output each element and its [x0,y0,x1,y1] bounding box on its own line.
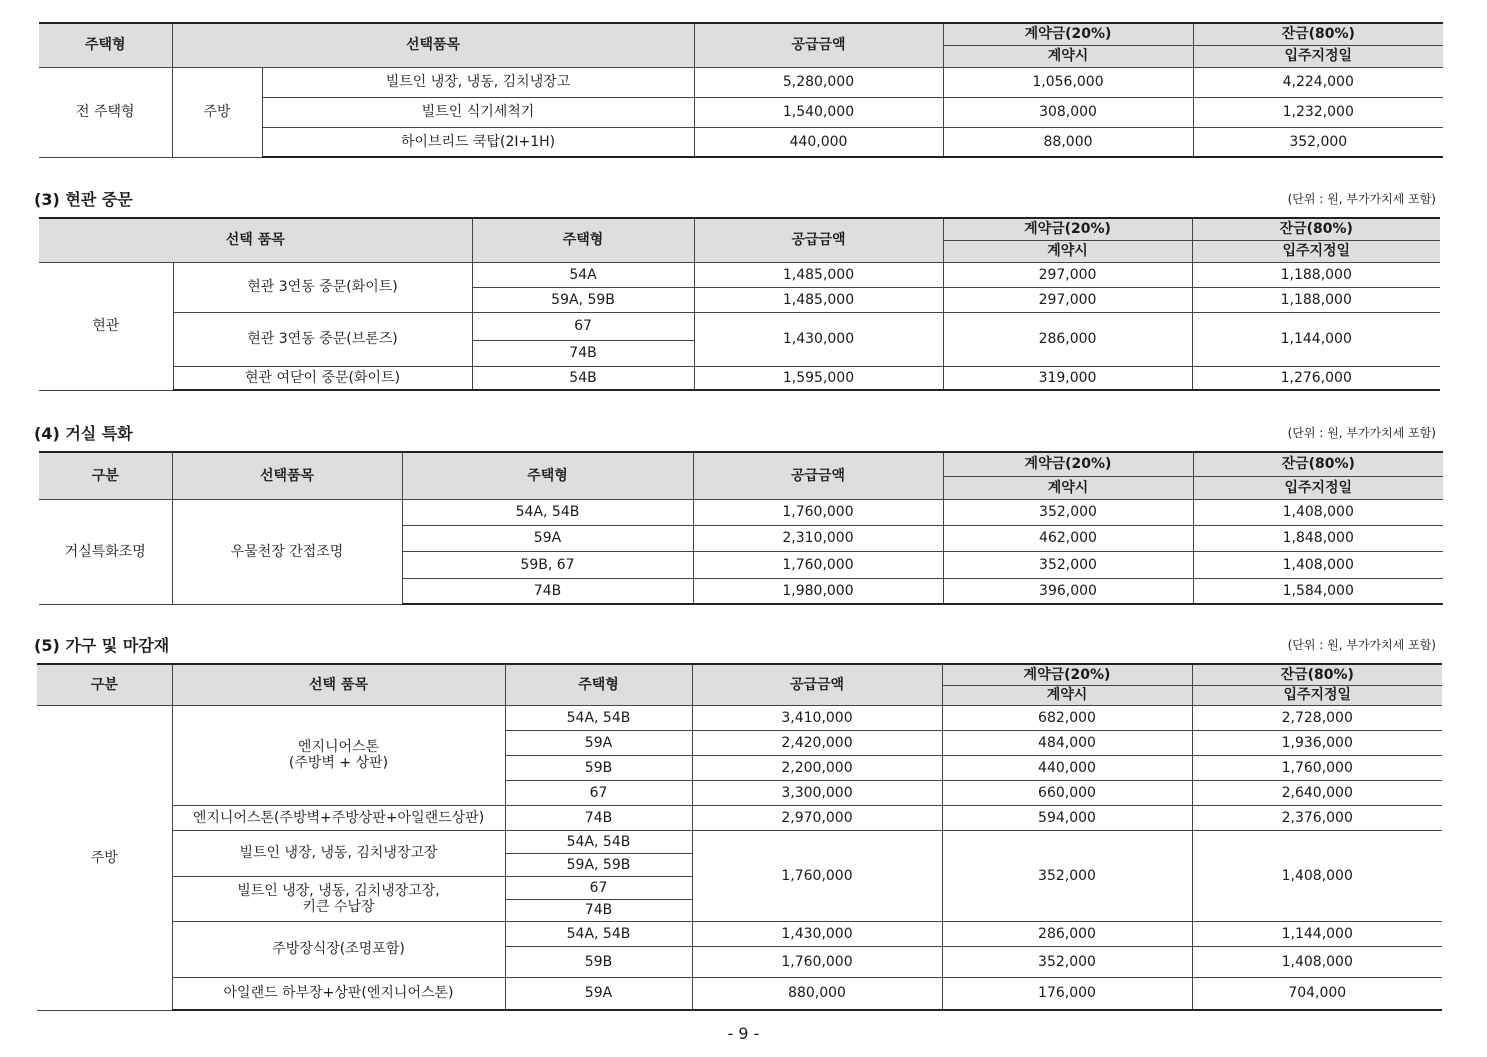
balance-cell: 1,408,000 [1193,499,1443,525]
table-row [39,67,1443,97]
contract-cell: 286,000 [942,921,1192,946]
item-cell: 현관 3연동 중문(화이트) [173,262,472,312]
supply-cell: 3,300,000 [692,780,942,805]
item-line: 키큰 수납장 [302,898,375,915]
furniture-finish-table [37,663,1442,1011]
col-housing-type: 주택형 [505,664,692,705]
item-cell: 우물천장 간접조명 [172,499,402,604]
type-cell: 54A, 54B [505,921,692,946]
type-cell: 67 [472,312,694,340]
contract-cell: 286,000 [943,312,1192,366]
col-move-in-date: 입주지정일 [1192,685,1442,705]
table-row [39,262,1440,287]
type-cell: 74B [505,899,692,921]
type-cell: 59B, 67 [402,551,693,578]
contract-cell: 352,000 [942,830,1192,921]
unit-note: (단위 : 원, 부가가치세 포함) [1287,426,1436,440]
supply-cell: 3,410,000 [692,705,942,730]
type-cell: 54B [472,366,694,390]
contract-cell: 319,000 [943,366,1192,390]
table-row [37,977,1442,1010]
col-balance: 잔금(80%) [1193,452,1443,476]
type-cell: 54A, 54B [505,830,692,853]
type-cell: 59A [402,525,693,551]
balance-cell: 1,408,000 [1193,551,1443,578]
supply-cell: 1,540,000 [694,97,943,127]
balance-cell: 4,224,000 [1193,67,1443,97]
item-cell: 주방장식장(조명포함) [172,921,505,977]
supply-cell: 2,200,000 [692,755,942,780]
item-cell [172,876,505,921]
contract-cell: 396,000 [943,578,1193,604]
type-cell: 59B [505,755,692,780]
col-contract-deposit: 계약금(20%) [943,452,1193,476]
supply-cell: 1,595,000 [694,366,943,390]
contract-cell: 297,000 [943,287,1192,312]
supply-cell: 1,485,000 [694,287,943,312]
col-option-item: 선택 품목 [39,218,472,262]
col-supply-price: 공급금액 [694,218,943,262]
supply-cell: 440,000 [694,127,943,157]
contract-cell: 594,000 [942,805,1192,830]
col-housing-type: 주택형 [39,23,172,67]
contract-cell: 1,056,000 [943,67,1193,97]
contract-cell: 660,000 [942,780,1192,805]
balance-cell: 1,848,000 [1193,525,1443,551]
type-cell: 59A, 59B [472,287,694,312]
type-cell: 59A [505,977,692,1010]
type-cell: 59B [505,946,692,977]
col-move-in-date: 입주지정일 [1193,476,1443,499]
entrance-door-table [39,217,1440,391]
col-contract-deposit: 계약금(20%) [942,664,1192,685]
supply-cell: 5,280,000 [694,67,943,97]
balance-cell: 1,188,000 [1192,287,1440,312]
item-line: (주방벽 + 상판) [288,755,389,771]
table-row [39,366,1440,390]
unit-note: (단위 : 원, 부가가치세 포함) [1287,638,1436,652]
col-supply-price: 공급금액 [693,452,943,499]
col-housing-type: 주택형 [402,452,693,499]
group-cell: 주방 [37,705,172,1010]
table-row [37,705,1442,730]
balance-cell: 1,144,000 [1192,312,1440,366]
supply-cell: 2,310,000 [693,525,943,551]
balance-cell: 1,188,000 [1192,262,1440,287]
balance-cell: 1,408,000 [1192,830,1442,921]
subgroup-cell: 주방 [172,67,262,157]
type-cell: 54A, 54B [402,499,693,525]
col-balance: 잔금(80%) [1192,664,1442,685]
table-row [37,805,1442,830]
type-cell: 59A, 59B [505,853,692,876]
type-cell: 59A [505,730,692,755]
col-option-item: 선택품목 [172,452,402,499]
col-option-item: 선택품목 [172,23,694,67]
contract-cell: 440,000 [942,755,1192,780]
supply-cell: 1,760,000 [692,830,942,921]
item-cell: 엔지니어스톤(주방벽+주방상판+아일랜드상판) [172,805,505,830]
table-row [39,312,1440,340]
supply-cell: 1,980,000 [693,578,943,604]
balance-cell: 1,936,000 [1192,730,1442,755]
balance-cell: 352,000 [1193,127,1443,157]
col-on-contract: 계약시 [943,45,1193,67]
table-row [37,830,1442,853]
balance-cell: 2,728,000 [1192,705,1442,730]
supply-cell: 2,970,000 [692,805,942,830]
col-contract-deposit: 계약금(20%) [943,23,1193,45]
supply-cell: 1,430,000 [692,921,942,946]
supply-cell: 1,760,000 [692,946,942,977]
balance-cell: 704,000 [1192,977,1442,1010]
item-cell: 현관 여닫이 중문(화이트) [173,366,472,390]
col-balance: 잔금(80%) [1192,218,1440,240]
balance-cell: 1,408,000 [1192,946,1442,977]
item-cell [172,705,505,805]
type-cell: 67 [505,876,692,899]
group-cell: 전 주택형 [39,67,172,157]
contract-cell: 176,000 [942,977,1192,1010]
kitchen-options-table [39,22,1443,158]
section-title-furniture: (5) 가구 및 마감재 [34,636,170,655]
contract-cell: 352,000 [943,551,1193,578]
table-row [39,499,1443,525]
supply-cell: 1,760,000 [693,551,943,578]
supply-cell: 2,420,000 [692,730,942,755]
col-move-in-date: 입주지정일 [1193,45,1443,67]
item-cell: 빌트인 냉장, 냉동, 김치냉장고 [262,67,694,97]
item-line: 엔지니어스톤 [297,739,380,755]
item-cell: 빌트인 냉장, 냉동, 김치냉장고장 [172,830,505,876]
contract-cell: 352,000 [943,499,1193,525]
page-number: - 9 - [727,1024,760,1043]
supply-cell: 1,760,000 [693,499,943,525]
contract-cell: 682,000 [942,705,1192,730]
col-balance: 잔금(80%) [1193,23,1443,45]
item-cell: 아일랜드 하부장+상판(엔지니어스톤) [172,977,505,1010]
balance-cell: 2,640,000 [1192,780,1442,805]
supply-cell: 1,430,000 [694,312,943,366]
type-cell: 54A [472,262,694,287]
supply-cell: 1,485,000 [694,262,943,287]
col-on-contract: 계약시 [943,240,1192,262]
type-cell: 74B [505,805,692,830]
item-line: 빌트인 냉장, 냉동, 김치냉장고장, [237,882,440,899]
col-on-contract: 계약시 [943,476,1193,499]
type-cell: 54A, 54B [505,705,692,730]
col-housing-type: 주택형 [472,218,694,262]
section-title-living-room: (4) 거실 특화 [34,424,133,443]
balance-cell: 1,760,000 [1192,755,1442,780]
unit-note: (단위 : 원, 부가가치세 포함) [1287,192,1436,206]
item-cell: 하이브리드 쿡탑(2I+1H) [262,127,694,157]
col-move-in-date: 입주지정일 [1192,240,1440,262]
section-title-entrance-door: (3) 현관 중문 [34,190,133,209]
type-cell: 74B [402,578,693,604]
contract-cell: 88,000 [943,127,1193,157]
contract-cell: 462,000 [943,525,1193,551]
table-row [37,921,1442,946]
col-contract-deposit: 계약금(20%) [943,218,1192,240]
group-cell: 현관 [39,262,173,390]
col-division: 구분 [39,452,172,499]
supply-cell: 880,000 [692,977,942,1010]
living-room-table [39,451,1443,605]
contract-cell: 484,000 [942,730,1192,755]
balance-cell: 1,232,000 [1193,97,1443,127]
col-option-item: 선택 품목 [172,664,505,705]
type-cell: 67 [505,780,692,805]
item-cell: 현관 3연동 중문(브론즈) [173,312,472,366]
contract-cell: 308,000 [943,97,1193,127]
col-supply-price: 공급금액 [694,23,943,67]
balance-cell: 1,144,000 [1192,921,1442,946]
contract-cell: 297,000 [943,262,1192,287]
col-division: 구분 [37,664,172,705]
col-supply-price: 공급금액 [692,664,942,705]
group-cell: 거실특화조명 [39,499,172,604]
balance-cell: 1,584,000 [1193,578,1443,604]
type-cell: 74B [472,340,694,366]
balance-cell: 1,276,000 [1192,366,1440,390]
item-cell: 빌트인 식기세척기 [262,97,694,127]
balance-cell: 2,376,000 [1192,805,1442,830]
contract-cell: 352,000 [942,946,1192,977]
col-on-contract: 계약시 [942,685,1192,705]
